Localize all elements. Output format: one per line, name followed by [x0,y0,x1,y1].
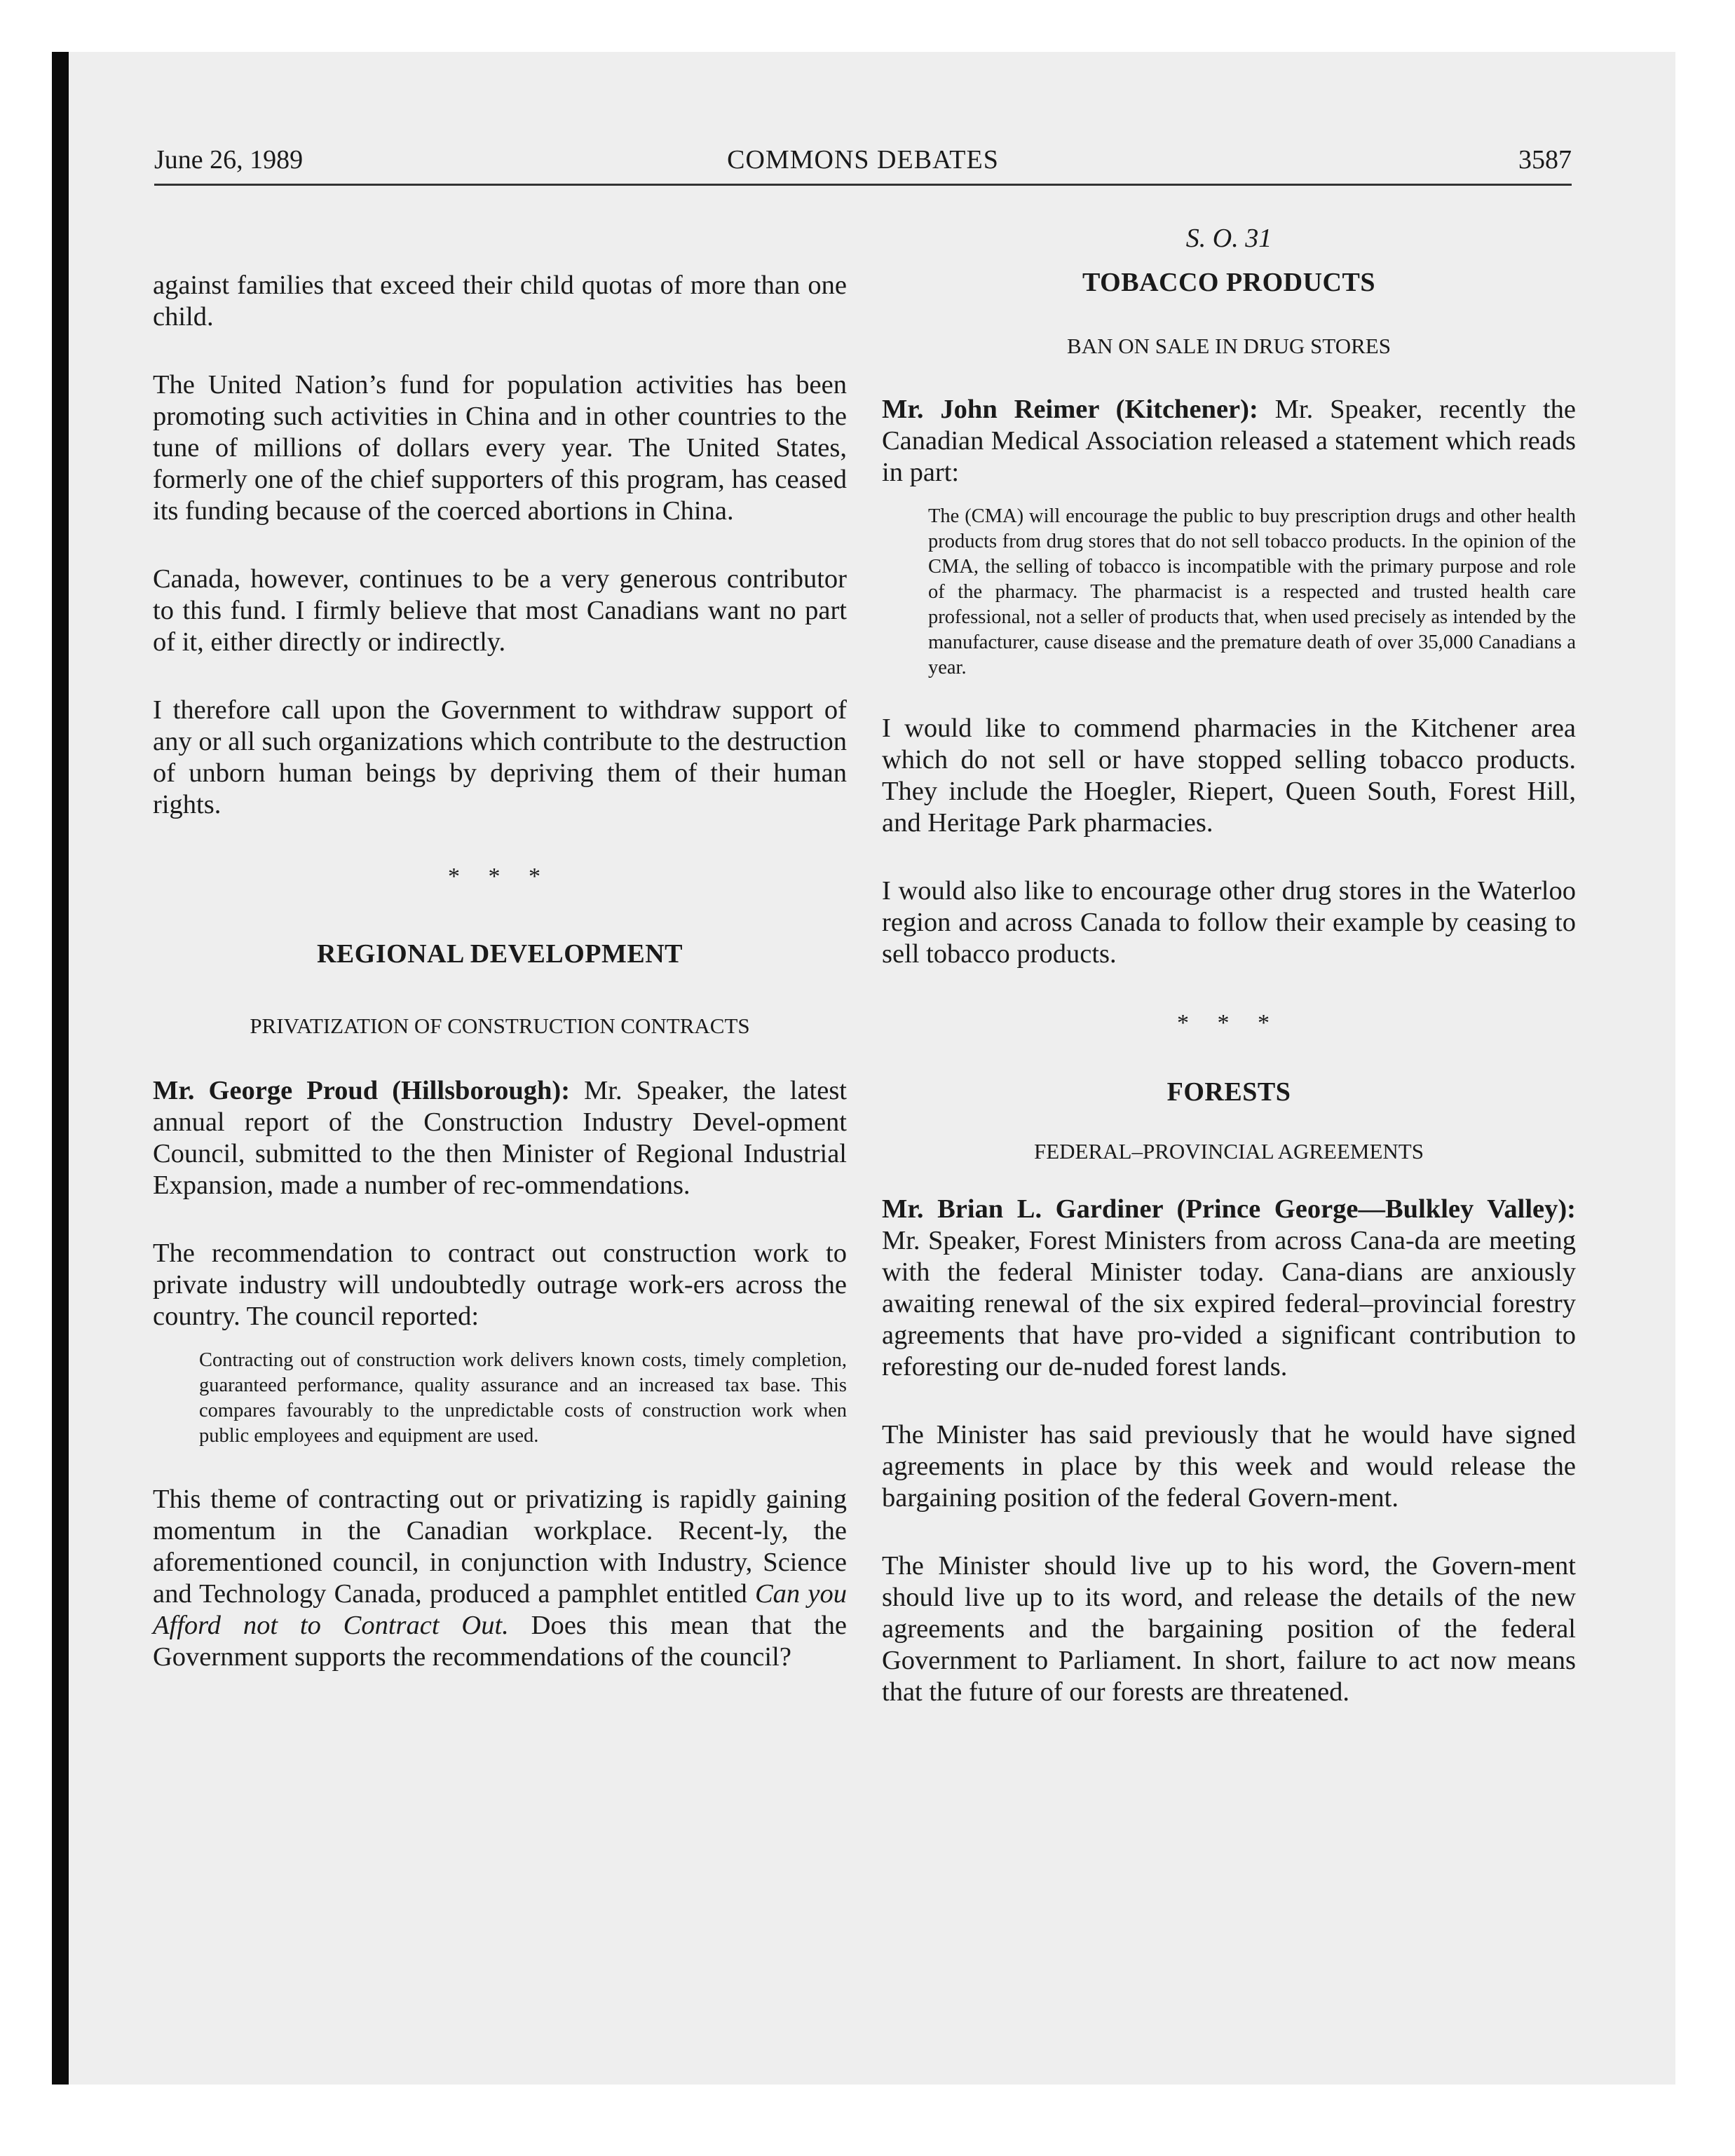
speaker-name: Mr. John Reimer (Kitchener): [882,395,1258,424]
binding-edge [52,52,69,2085]
paragraph-text: This theme of contracting out or privatizing is rapidly gaining momentum in the Canadian workplace. Recent-ly, the aforementioned council, in conjunction with Industry, Science and Technology Canada, produced a pamphlet entitled [153,1485,847,1609]
speech-text: Mr. Speaker, recently the Canadian Medical Association released a statement which reads in part: [882,395,1576,487]
left-column [153,270,847,1673]
section-separator: * * * [448,864,552,889]
block-quote: Contracting out of construction work delivers known costs, timely completion, guaranteed performance, quality assurance and an increased tax base. This compares favourably to the unpredictable costs of construction work when public employees and equipment are used. [199,1349,847,1447]
section-subheading: BAN ON SALE IN DRUG STORES [1067,334,1391,358]
speech-text: Mr. Speaker, the latest annual report of the Construction Industry Devel-opment Council, submitted to the then Minister of Regional Industrial Expansion, made a number of rec-ommendations. [153,1076,847,1200]
block-quote: The (CMA) will encourage the public to buy prescription drugs and other health products from drug stores that do not sell tobacco products. In the opinion of the CMA, the selling of tobacco is incompatible with the primary purpose and role of the pharmacy. The pharmacist is a respected and trusted health care professional, not a seller of products that, when used precisely as intended by the manufacturer, cause disease and the premature death of over 35,000 Canadians a year. [928,505,1576,678]
speech-text: Mr. Speaker, Forest Ministers from across Cana-da are meeting with the federal Minister today. Cana-dians are anxiously awaiting renewal of the six expired federal–provincial forestry agreements that have pro-vided a significant contribution to reforesting our de-nuded forest lands. [882,1226,1576,1381]
paragraph: Canada, however, continues to be a very generous contributor to this fund. I firmly believe that most Canadians want no part of it, either directly or indirectly. [153,564,847,657]
paragraph: The recommendation to contract out construction work to private industry will undoubtedly outrage work-ers across the country. The council reported: [153,1239,847,1331]
paragraph [153,1484,847,1673]
pamphlet-title: Can you Afford not to Contract Out. [153,1579,847,1640]
header-title: COMMONS DEBATES [727,145,999,175]
page-number: 3587 [1518,145,1572,175]
header-rule [154,184,1572,186]
section-heading: FORESTS [1166,1077,1291,1107]
paragraph: The Minister has said previously that he would have signed agreements in place by this week and would release the bargaining position of the federal Govern-ment. [882,1420,1576,1513]
section-separator: * * * [1177,1010,1281,1036]
section-subheading: FEDERAL–PROVINCIAL AGREEMENTS [1033,1139,1424,1164]
section-heading: REGIONAL DEVELOPMENT [316,939,683,969]
right-column [882,223,1576,1708]
speech-paragraph [153,1075,847,1201]
header-date: June 26, 1989 [154,145,304,175]
standing-order-label: S. O. 31 [1185,224,1272,253]
section-subheading: PRIVATIZATION OF CONSTRUCTION CONTRACTS [250,1014,750,1038]
speech-paragraph [882,1194,1576,1383]
speech-paragraph [882,394,1576,489]
paragraph: against families that exceed their child quotas of more than one child. [153,271,847,332]
paragraph: I would also like to encourage other drug stores in the Waterloo region and across Canada to follow their example by ceasing to sell tobacco products. [882,876,1576,969]
speaker-name: Mr. George Proud (Hillsborough): [153,1076,571,1105]
running-head [154,139,1572,181]
section-heading: TOBACCO PRODUCTS [1082,268,1375,297]
paragraph: I would like to commend pharmacies in the Kitchener area which do not sell or have stopped selling tobacco products. They include the Hoegler, Riepert, Queen South, Forest Hill, and Heritage Park pharmacies. [882,714,1576,838]
paragraph: The United Nation’s fund for population activities has been promoting such activities in China and in other countries to the tune of millions of dollars every year. The United States, formerly one of the chief supporters of this program, has ceased its funding because of the coerced abortions in China. [153,370,847,526]
paragraph: The Minister should live up to his word, the Govern-ment should live up to its word, and release the details of the new agreements and the bargaining position of the federal Government to Parliament. In short, failure to act now means that the future of our forests are threatened. [882,1551,1576,1707]
speaker-name: Mr. Brian L. Gardiner (Prince George—Bulkley Valley): [882,1194,1576,1224]
paragraph: I therefore call upon the Government to withdraw support of any or all such organizations which contribute to the destruction of unborn human beings by depriving them of their human rights. [153,695,847,819]
paragraph-text: Does this mean that the Government supports the recommendations of the council? [153,1611,847,1672]
